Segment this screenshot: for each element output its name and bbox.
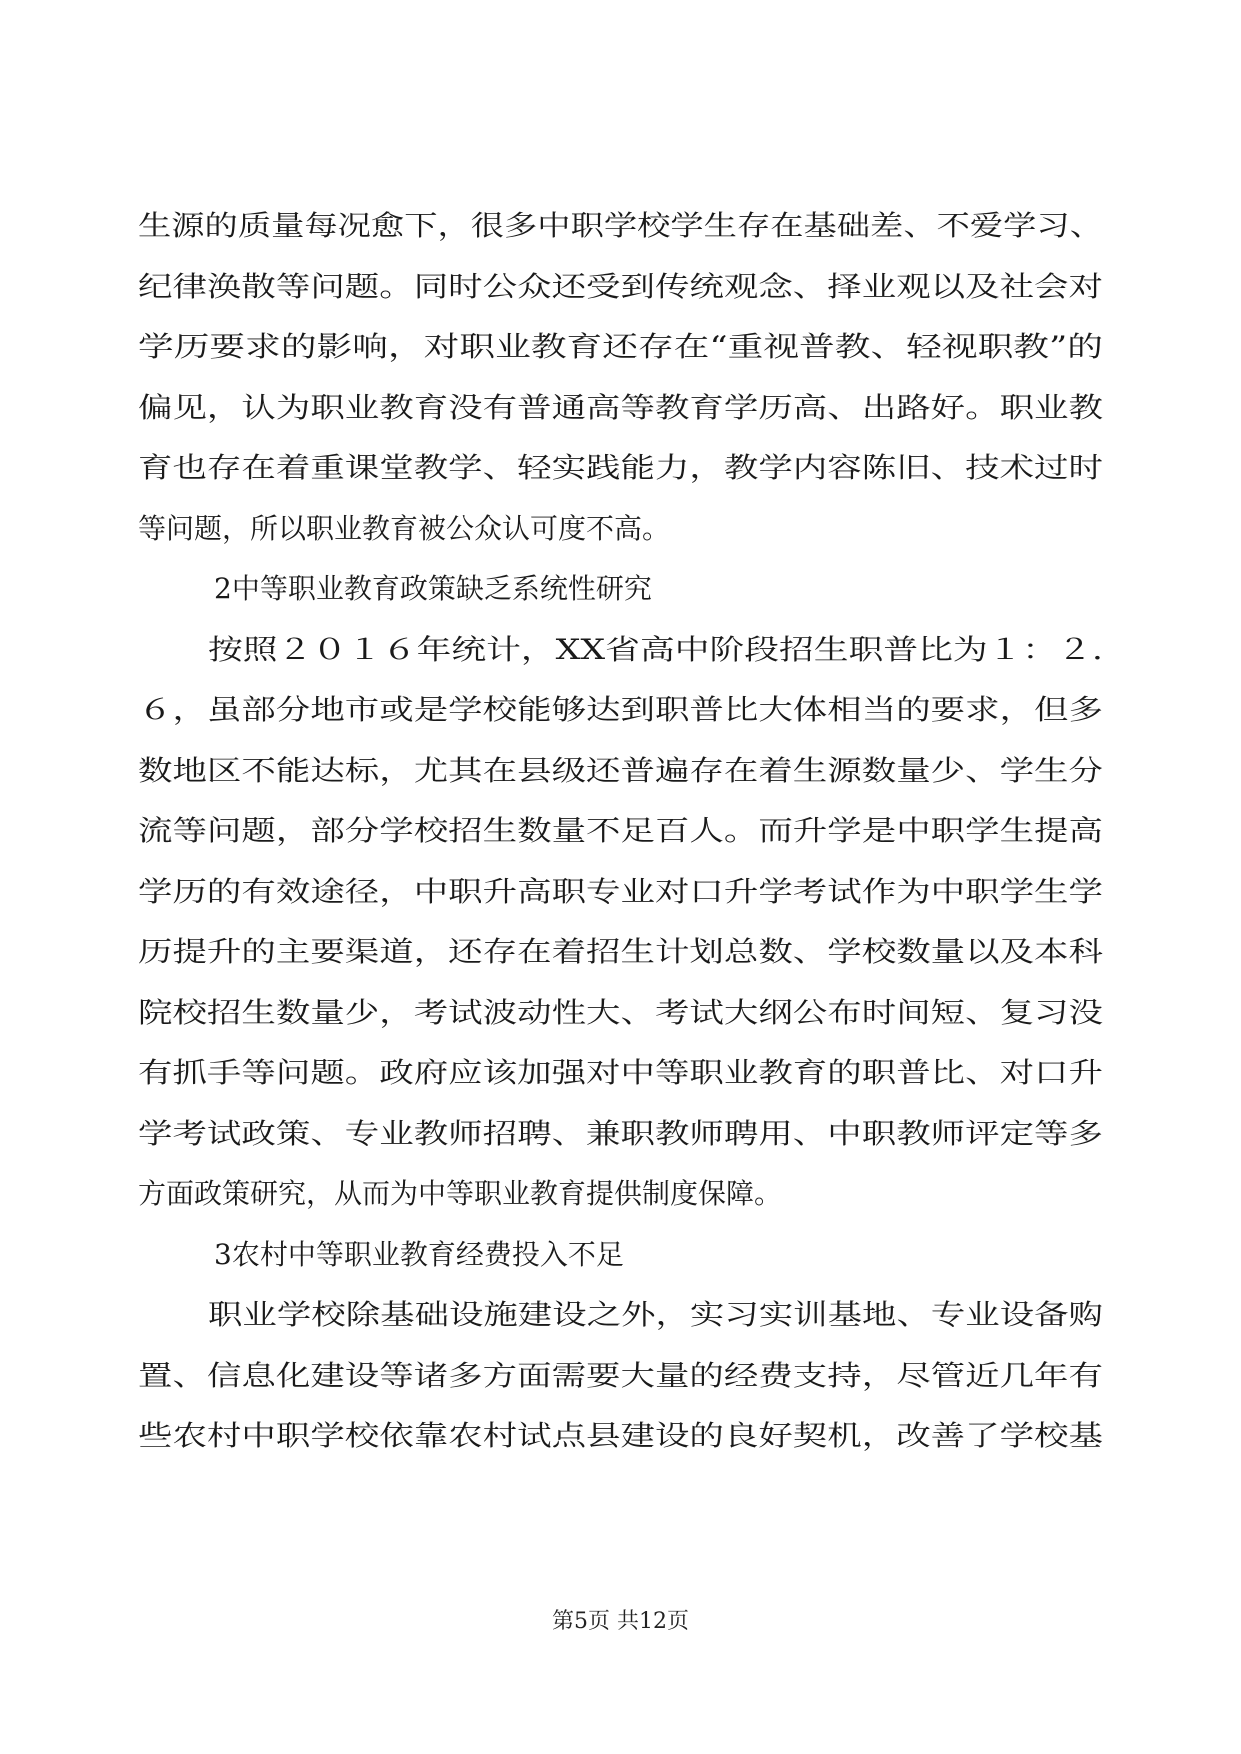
line-text: 历提升的主要渠道，还存在着招生计划总数、学校数量以及本科 <box>138 935 1103 968</box>
paragraph-line <box>0 1346 1241 1406</box>
line-text: 纪律涣散等问题。同时公众还受到传统观念、择业观以及社会对 <box>138 269 1103 303</box>
paragraph-line <box>0 741 1241 801</box>
line-text: 有抓手等问题。政府应该加强对中等职业教育的职普比、对口升 <box>138 1056 1103 1089</box>
line-text: 院校招生数量少，考试波动性大、考试大纲公布时间短、复习没 <box>138 995 1103 1029</box>
paragraph-line <box>0 1406 1241 1466</box>
paragraph-line <box>0 801 1241 861</box>
paragraph-line <box>0 1104 1241 1164</box>
paragraph-line <box>0 922 1241 982</box>
paragraph-line <box>0 1043 1241 1103</box>
paragraph-line <box>0 438 1241 498</box>
line-text: 2中等职业教育政策缺乏系统性研究 <box>214 572 652 605</box>
line-text: 职业学校除基础设施建设之外，实习实训基地、专业设备购 <box>208 1298 1103 1331</box>
paragraph-line <box>0 680 1241 740</box>
line-text: 数地区不能达标，尤其在县级还普遍存在着生源数量少、学生分 <box>138 753 1103 787</box>
line-text: 生源的质量每况愈下，很多中职学校学生存在基础差、不爱学习、 <box>138 209 1103 242</box>
page-footer: 第5页 共12页 <box>552 1609 689 1634</box>
line-text: 偏见，认为职业教育没有普通高等教育学历高、出路好。职业教 <box>138 390 1103 424</box>
paragraph-line <box>0 1285 1241 1345</box>
line-text: 些农村中职学校依靠农村试点县建设的良好契机，改善了学校基 <box>138 1419 1103 1452</box>
paragraph-line <box>0 257 1241 317</box>
line-text: 3农村中等职业教育经费投入不足 <box>214 1237 624 1271</box>
paragraph-line <box>0 983 1241 1043</box>
line-text: 学历要求的影响，对职业教育还存在“重视普教、轻视职教”的 <box>138 330 1103 363</box>
line-text: 按照２０１６年统计，XX省高中阶段招生职普比为１：２. <box>208 632 1103 666</box>
line-text: ６，虽部分地市或是学校能够达到职普比大体相当的要求，但多 <box>138 693 1103 726</box>
paragraph-line <box>0 1164 1241 1224</box>
line-text: 流等问题，部分学校招生数量不足百人。而升学是中职学生提高 <box>138 814 1103 847</box>
line-text: 等问题，所以职业教育被公众认可度不高。 <box>138 511 671 545</box>
paragraph-line <box>0 317 1241 377</box>
section-heading <box>0 1225 1241 1285</box>
paragraph-line <box>0 499 1241 559</box>
line-text: 置、信息化建设等诸多方面需要大量的经费支持，尽管近几年有 <box>138 1358 1103 1392</box>
line-text: 学历的有效途径，中职升高职专业对口升学考试作为中职学生学 <box>138 874 1103 908</box>
paragraph-line <box>0 196 1241 256</box>
line-text: 育也存在着重课堂教学、轻实践能力，教学内容陈旧、技术过时 <box>138 451 1103 484</box>
line-text: 方面政策研究，从而为中等职业教育提供制度保障。 <box>138 1177 783 1210</box>
paragraph-line <box>0 620 1241 680</box>
paragraph-line <box>0 862 1241 922</box>
paragraph-line <box>0 378 1241 438</box>
section-heading <box>0 559 1241 619</box>
line-text: 学考试政策、专业教师招聘、兼职教师聘用、中职教师评定等多 <box>138 1116 1103 1150</box>
